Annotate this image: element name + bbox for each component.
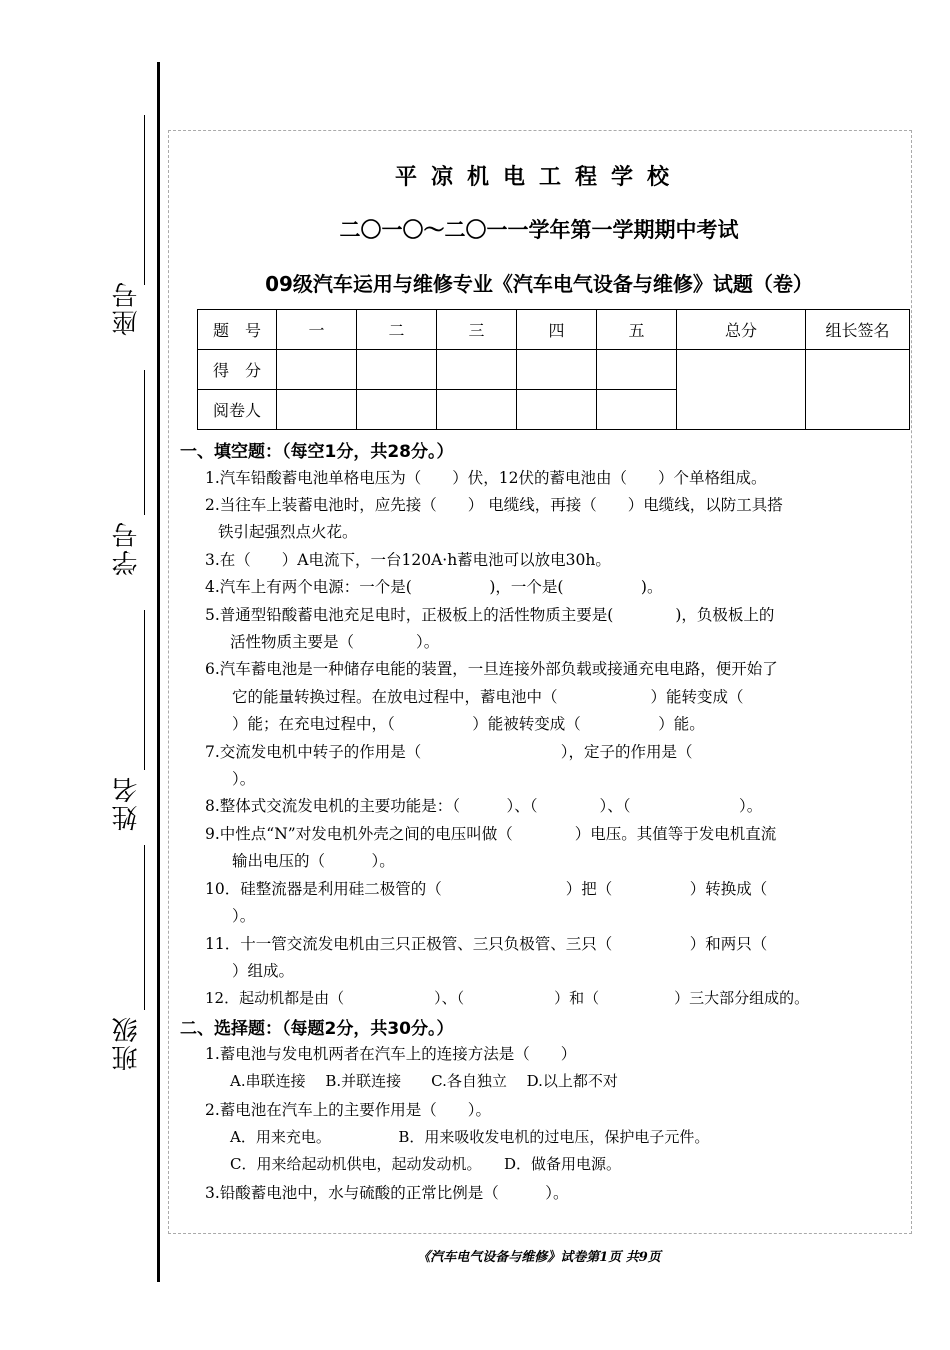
row-label-score: 得 分 [198, 350, 277, 390]
grader-cell[interactable] [437, 390, 517, 430]
score-cell[interactable] [357, 350, 437, 390]
class-rule [144, 845, 145, 1010]
option-line: A.串联连接 B.并联连接 C.各自独立 D.以上都不对 [230, 1072, 618, 1090]
question-line: ）能；在充电过程中，（ ）能被转变成（ ）能。 [232, 715, 705, 733]
school-title: 平凉机电工程学校 [394, 165, 683, 190]
grader-cell[interactable] [357, 390, 437, 430]
name-label: 姓名 [112, 775, 142, 831]
question-line: ）。 [232, 907, 256, 925]
question-line: 铁引起强烈点火花。 [218, 523, 358, 541]
col-5: 五 [597, 310, 677, 350]
question-line: 8.整体式交流发电机的主要功能是：（ ）、（ ）、（ ）。 [205, 797, 763, 815]
score-cell[interactable] [517, 350, 597, 390]
row-label-number: 题 号 [198, 310, 277, 350]
seat-rule [144, 115, 145, 285]
col-4: 四 [517, 310, 597, 350]
grader-cell[interactable] [597, 390, 677, 430]
total-cell[interactable] [677, 350, 806, 430]
question-line: 9.中性点“N”对发电机外壳之间的电压叫做（ ）电压。其值等于发电机直流 [205, 825, 777, 843]
question-line: 10．硅整流器是利用硅二极管的（ ）把（ ）转换成（ [205, 880, 768, 898]
section-2-title: 二、选择题：（每题2分，共30分。） [180, 1019, 454, 1039]
binding-line [157, 62, 160, 1282]
question-line: 12．起动机都是由（ ）、（ ）和（ ）三大部分组成的。 [205, 989, 810, 1007]
question-line: 1.蓄电池与发电机两者在汽车上的连接方法是（ ） [205, 1045, 577, 1063]
question-line: 2.蓄电池在汽车上的主要作用是（ ）。 [205, 1101, 492, 1119]
score-cell[interactable] [277, 350, 357, 390]
col-total: 总分 [677, 310, 806, 350]
col-2: 二 [357, 310, 437, 350]
question-line: 3.在（ ）A电流下，一台120A·h蓄电池可以放电30h。 [205, 551, 611, 569]
grader-cell[interactable] [517, 390, 597, 430]
student-no-label: 学号 [112, 520, 142, 576]
question-line: 5.普通型铅酸蓄电池充足电时，正极板上的活性物质主要是( )，负极板上的 [205, 606, 775, 624]
page-footer: 《汽车电气设备与维修》试卷第1页 共9页 [417, 1250, 661, 1265]
col-leader-sign: 组长签名 [806, 310, 910, 350]
option-line: C．用来给起动机供电，起动发动机。 D．做备用电源。 [230, 1155, 622, 1173]
class-label: 班级 [112, 1015, 142, 1071]
score-table [197, 309, 910, 430]
col-3: 三 [437, 310, 517, 350]
question-line: 4.汽车上有两个电源：一个是( )，一个是( )。 [205, 578, 663, 596]
subject-title: 09级汽车运用与维修专业《汽车电气设备与维修》试题（卷） [265, 272, 813, 296]
question-line: ）。 [232, 770, 256, 788]
leader-sign-cell[interactable] [806, 350, 910, 430]
question-line: 它的能量转换过程。在放电过程中，蓄电池中（ ）能转变成（ [232, 688, 744, 706]
name-rule [144, 610, 145, 770]
question-line: 7.交流发电机中转子的作用是（ ），定子的作用是（ [205, 743, 693, 761]
section-1-title: 一、填空题：（每空1分，共28分。） [180, 442, 454, 462]
question-line: 6.汽车蓄电池是一种储存电能的装置，一旦连接外部负载或接通充电电路，便开始了 [205, 660, 778, 678]
question-line: 11．十一管交流发电机由三只正极管、三只负极管、三只（ ）和两只（ [205, 935, 768, 953]
question-line: 1.汽车铅酸蓄电池单格电压为（ ）伏，12伏的蓄电池由（ ）个单格组成。 [205, 469, 767, 487]
grader-cell[interactable] [277, 390, 357, 430]
question-line: 2.当往车上装蓄电池时，应先接（ ） 电缆线，再接（ ）电缆线，以防工具搭 [205, 496, 783, 514]
question-line: 输出电压的（ ）。 [232, 852, 395, 870]
seat-label: 座号 [112, 280, 142, 336]
question-line: ）组成。 [232, 962, 295, 980]
score-cell[interactable] [437, 350, 517, 390]
student-no-rule [144, 370, 145, 515]
exam-title: 二〇一〇～二〇一一学年第一学期期中考试 [339, 218, 739, 242]
col-1: 一 [277, 310, 357, 350]
row-label-grader: 阅卷人 [198, 390, 277, 430]
option-line: A．用来充电。 B．用来吸收发电机的过电压，保护电子元件。 [230, 1128, 710, 1146]
question-line: 3.铅酸蓄电池中，水与硫酸的正常比例是（ ）。 [205, 1184, 569, 1202]
question-line: 活性物质主要是（ ）。 [230, 633, 440, 651]
score-cell[interactable] [597, 350, 677, 390]
